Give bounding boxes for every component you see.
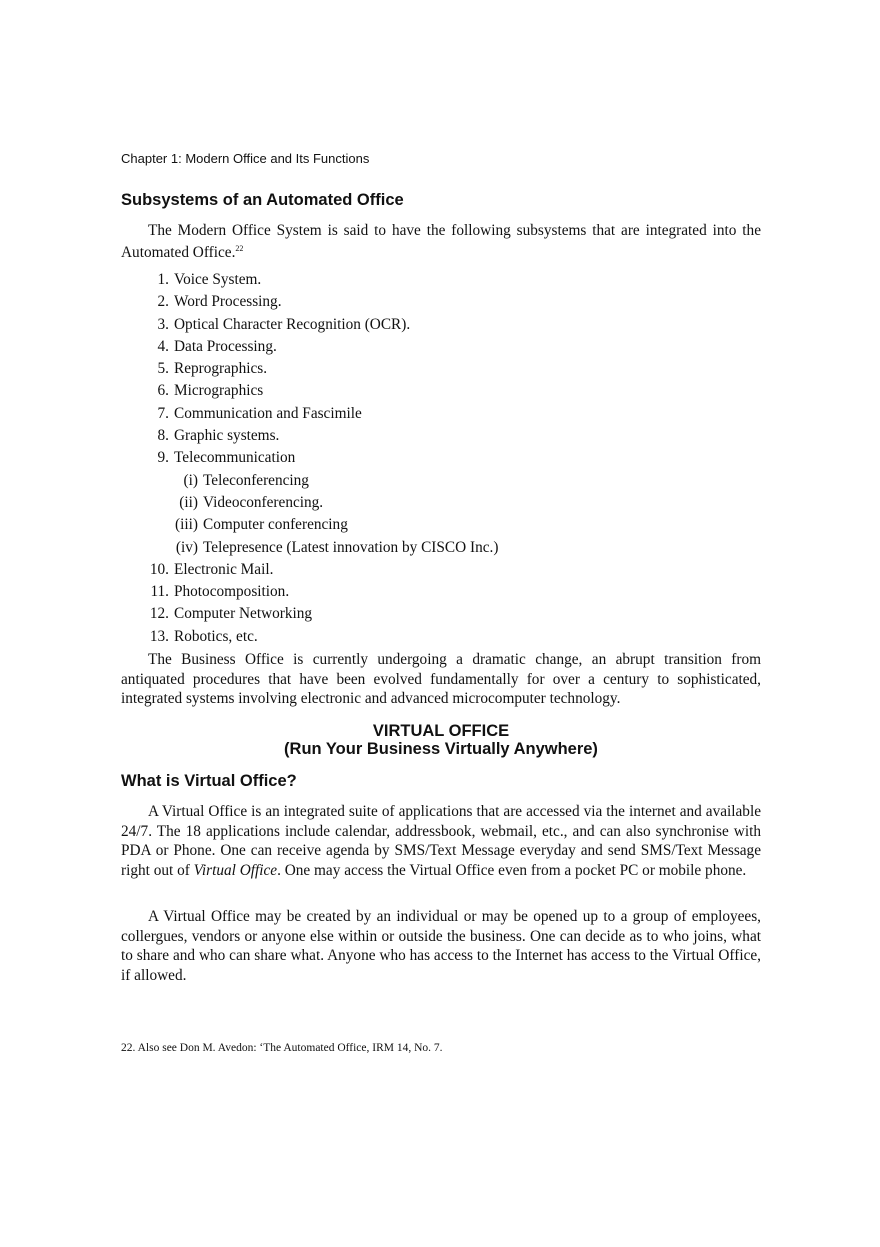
- list-item: [121, 603, 761, 625]
- closing-paragraph: The Business Office is currently undergoing a dramatic change, an abrupt transition from antiquated procedures that have been evolved fundamentally for over a century to sophisticated, integrated systems involving electronic and advanced microcomputer technology.: [121, 651, 761, 707]
- list-item: [121, 336, 761, 358]
- running-header: Chapter 1: Modern Office and Its Functions: [121, 151, 370, 166]
- list-item-text: Electronic Mail.: [174, 560, 274, 578]
- list-item-text: Computer Networking: [174, 605, 313, 623]
- list-item-text: Micrographics: [174, 382, 264, 400]
- list-item-number: 2.: [157, 293, 169, 311]
- list-item-text: Computer conferencing: [203, 516, 348, 534]
- list-item: [121, 537, 761, 559]
- list-item-text: Communication and Fascimile: [174, 404, 362, 422]
- list-item: [121, 447, 761, 469]
- list-item-text: Telecommunication: [174, 449, 296, 467]
- list-item-text: Word Processing.: [174, 293, 282, 311]
- list-item-number: 4.: [157, 337, 169, 355]
- list-item-text: Teleconferencing: [203, 471, 309, 489]
- virtual-office-title-block: [121, 722, 761, 758]
- list-item-number: 6.: [157, 382, 169, 400]
- list-item: [121, 492, 761, 514]
- list-item-text: Videoconferencing.: [203, 493, 324, 511]
- list-item-text: Voice System.: [174, 271, 262, 288]
- list-item-text: Data Processing.: [174, 337, 277, 355]
- list-item-number: (iii): [175, 516, 198, 534]
- list-item-text: Telepresence (Latest innovation by CISCO Inc.): [203, 538, 499, 556]
- list-item: [121, 425, 761, 447]
- section-heading-what-is: What is Virtual Office?: [121, 772, 297, 790]
- virtual-office-title: VIRTUAL OFFICE: [372, 722, 510, 740]
- section-heading-subsystems: Subsystems of an Automated Office: [121, 191, 404, 209]
- list-item-number: 13.: [149, 627, 169, 645]
- subsystems-list: [121, 269, 761, 648]
- list-item-number: 12.: [149, 605, 169, 623]
- virtual-office-paragraph-2: A Virtual Office may be created by an individual or may be opened up to a group of employees, collergues, vendors or anyone else within or outside the business. One can decide as to who joins, what to share and who can share what. Anyone who has access to the Internet has access to the Virtual Office, if allowed.: [121, 908, 761, 984]
- list-item-number: (iv): [175, 538, 198, 556]
- list-item-text: Optical Character Recognition (OCR).: [174, 315, 411, 333]
- list-item: [121, 559, 761, 581]
- list-item: [121, 581, 761, 603]
- list-item-number: (i): [183, 471, 198, 489]
- list-item-number: 9.: [157, 449, 169, 467]
- list-item-number: 1.: [157, 271, 169, 288]
- footnote: 22. Also see Don M. Avedon: ‘The Automated Office, IRM 14, No. 7.: [121, 1042, 443, 1054]
- list-item: [121, 380, 761, 402]
- text: A Virtual Office is an integrated suite of applications that are accessed via the internet and available 24/7. The 18 applications include calendar, addressbook, webmail, etc., and can also synchronise with PDA or Phone. One can receive agenda by SMS/Text Message everyday and send SMS/Text Message right out of: [121, 803, 761, 879]
- list-item-text: Photocomposition.: [174, 583, 290, 601]
- text: . One may access the Virtual Office even from a pocket PC or mobile phone.: [277, 861, 747, 879]
- list-item: [121, 403, 761, 425]
- list-item-text: Robotics, etc.: [174, 627, 258, 645]
- list-item: [121, 291, 761, 313]
- list-item: [121, 314, 761, 336]
- list-item-number: 8.: [157, 427, 169, 445]
- intro-paragraph: [121, 220, 761, 264]
- list-item-text: Graphic systems.: [174, 427, 280, 445]
- list-item-number: 11.: [150, 583, 169, 601]
- list-item-number: 3.: [157, 315, 169, 333]
- list-item-text: Reprographics.: [174, 360, 268, 378]
- list-item-number: 5.: [157, 360, 169, 378]
- list-item: [121, 470, 761, 492]
- list-item: [121, 514, 761, 536]
- list-item: [121, 358, 761, 380]
- footnote-ref: 22: [235, 244, 244, 253]
- virtual-office-subtitle: (Run Your Business Virtually Anywhere): [284, 740, 598, 758]
- list-item: [121, 269, 761, 291]
- list-item-number: 10.: [149, 560, 169, 578]
- intro-text: The Modern Office System is said to have the following subsystems that are integrated into the Automated Office.: [121, 222, 761, 261]
- list-item: [121, 626, 761, 648]
- list-item-number: 7.: [157, 404, 169, 422]
- list-item-number: (ii): [179, 493, 198, 511]
- virtual-office-paragraph-1: [121, 802, 761, 880]
- italic-text: Virtual Office: [193, 861, 278, 879]
